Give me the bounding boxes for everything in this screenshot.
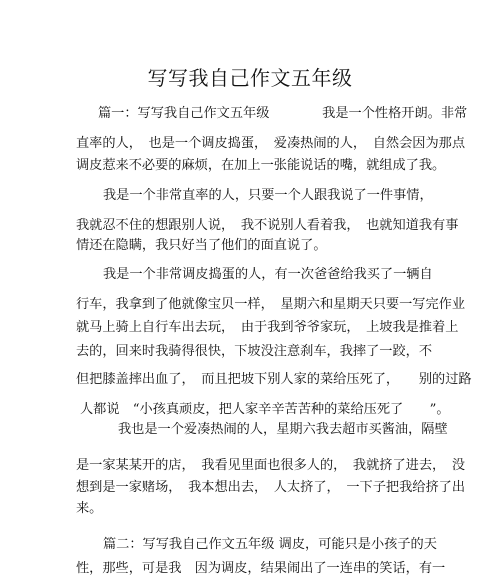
paragraph-line: 来。 <box>76 501 103 516</box>
paragraph-line: 性，那些，可是我 因为调皮，结果闹出了一连串的笑话，有一 <box>76 561 446 576</box>
paragraph-line: 就马上骑上自行车出去玩， 由于我到爷爷家玩， 上坡我是推着上 <box>76 320 459 335</box>
paragraph-line: 人都说 “小孩真顽皮，把人家辛辛苦苦种的菜给压死了 ”。 <box>80 402 450 417</box>
paragraph-line: 我是一个非常直率的人，只要一个人跟我说了一件事情， <box>103 188 433 203</box>
document-title: 写写我自己作文五年级 <box>147 66 353 90</box>
paragraph-line: 篇二：写写我自己作文五年级 调皮，可能只是小孩子的天 <box>103 537 437 552</box>
paragraph-line: 我就忍不住的想跟别人说， 我不说别人看着我， 也就知道我有事 <box>76 218 459 233</box>
paragraph-line: 行车，我拿到了他就像宝贝一样， 星期六和星期天只要一写完作业 <box>76 297 466 312</box>
paragraph-line: 我是一个非常调皮捣蛋的人，有一次爸爸给我买了一辆自 <box>103 267 433 282</box>
paragraph-line: 是一家某某开的店， 我看见里面也很多人的， 我就挤了进去， 没 <box>76 458 466 473</box>
paragraph-line: 篇一：写写我自己作文五年级 我是一个性格开朗。非常 <box>98 106 468 121</box>
paragraph-line: 想到是一家赌场， 我本想出去， 人太挤了， 一下子把我给挤了出 <box>76 480 466 495</box>
paragraph-line: 但把膝盖摔出血了， 而且把坡下别人家的菜给压死了， 别的过路 <box>76 372 472 387</box>
paragraph-line: 我也是一个爱凑热闹的人，星期六我去超市买酱油，隔壁 <box>118 422 448 437</box>
paragraph-line: 去的，回来时我骑得很快，下坡没注意刹车，我摔了一跤，不 <box>76 344 433 359</box>
paragraph-line: 情还在隐瞒，我只好当了他们的面直说了。 <box>76 238 327 253</box>
paragraph-line: 直率的人， 也是一个调皮捣蛋， 爱凑热闹的人， 自然会因为那点 <box>76 136 466 151</box>
paragraph-line: 调皮惹来不必要的麻烦，在加上一张能说话的嘴，就组成了我。 <box>76 158 446 173</box>
